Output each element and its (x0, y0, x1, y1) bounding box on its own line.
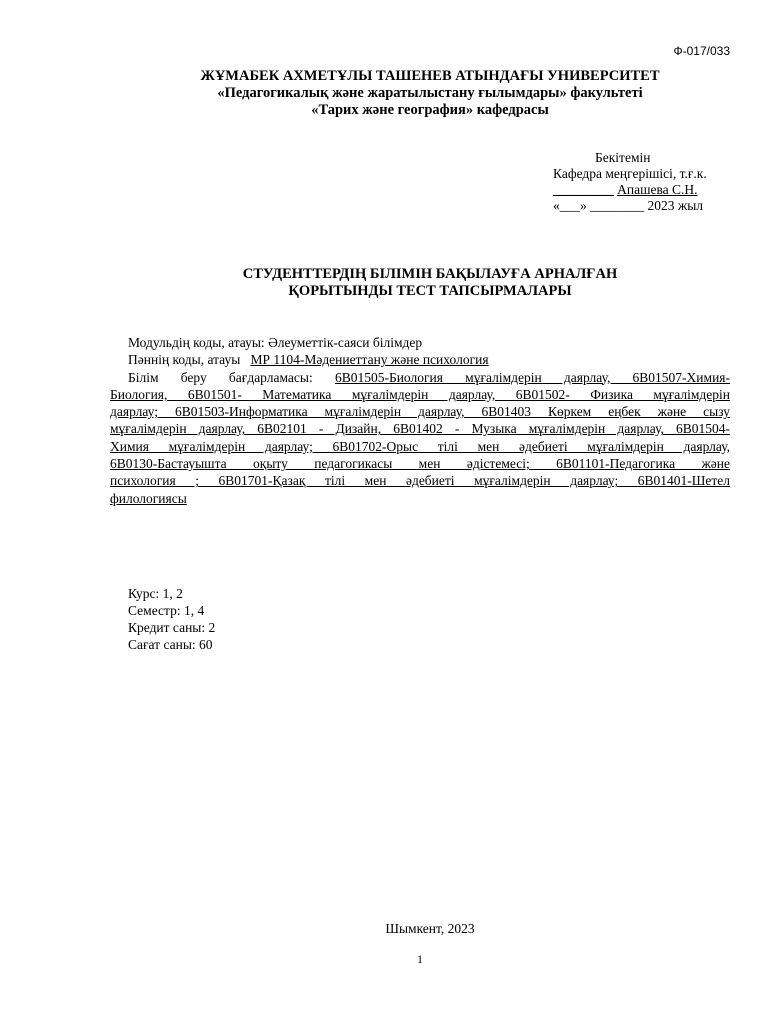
title-line-1: СТУДЕНТТЕРДІҢ БІЛІМІН БАҚЫЛАУҒА АРНАЛҒАН (242, 266, 618, 282)
discipline-row (110, 351, 730, 368)
programs-line (110, 369, 730, 386)
page-number: 1 (417, 952, 423, 966)
module-row (110, 334, 730, 351)
module-value: Әлеуметтік-саяси білімдер (268, 335, 423, 350)
city-year: Шымкент, 2023 (385, 921, 475, 936)
program-line-4: Химия мұғалімдерін даярлау; 6В01702-Орыс тілі мен әдебиеті мұғалімдерін даярлау, (110, 438, 730, 454)
program-line-3: мұғалімдерін даярлау, 6В02101 - Дизайн, 6В01402 - Музыка мұғалімдерін даярлау, 6В01504- (110, 421, 730, 437)
approval-head: Кафедра меңгерішісі, т.ғ.к. (553, 166, 707, 181)
document-title (0, 266, 768, 300)
document-header (0, 68, 768, 119)
program-line-0: 6В01505-Биология мұғалімдерін даярлау, 6В01507-Химия- (334, 369, 731, 385)
discipline-label: Пәннің коды, атауы (128, 352, 241, 368)
program-line-5: 6В0130-Бастауышта оқыту педагогикасы мен әдістемесі; 6В01101-Педагогика және (110, 456, 730, 472)
program-line-2: даярлау; 6В01503-Информатика мұғалімдерін даярлау, 6В01403 Көркем еңбек және сызу (110, 404, 730, 420)
approval-date: «___» ________ 2023 жыл (553, 198, 704, 213)
faculty-name: «Педагогикалық және жаратылыстану ғылымдары» факультеті (217, 85, 643, 101)
credits: Кредит саны: 2 (128, 620, 216, 635)
program-line-1: Биология, 6В01501- Математика мұғалімдерін даярлау, 6В01502- Физика мұғалімдерін (110, 386, 730, 402)
title-line-2: ҚОРЫТЫНДЫ ТЕСТ ТАПСЫРМАЛАРЫ (288, 283, 572, 299)
signature-blank: _________ (553, 182, 614, 197)
discipline-value: МР 1104-Мәдениеттану және психология (250, 352, 489, 368)
approval-signature-line (553, 182, 707, 198)
course-info (128, 585, 215, 653)
form-code: Ф-017/033 (673, 44, 730, 58)
program-line-7: филологиясы (110, 490, 187, 506)
approval-approved: Бекітемін (595, 150, 651, 165)
programs-label: Білім беру бағдарламасы: (128, 369, 313, 385)
program-line-6: психология ; 6В01701-Қазақ тілі мен әдебиеті мұғалімдерін даярлау; 6В01401-Шетел (110, 473, 730, 489)
module-info (110, 334, 730, 507)
approval-block (553, 150, 707, 214)
university-name: ЖҰМАБЕК АХМЕТҰЛЫ ТАШЕНЕВ АТЫНДАҒЫ УНИВЕРСИТЕТ (200, 68, 660, 84)
hours: Сағат саны: 60 (128, 637, 213, 652)
approval-name: Апашева С.Н. (617, 182, 698, 197)
course-number: Курс: 1, 2 (128, 586, 183, 601)
semester: Семестр: 1, 4 (128, 603, 205, 618)
department-name: «Тарих және география» кафедрасы (311, 102, 549, 118)
module-label: Модульдің коды, атауы: (128, 335, 265, 350)
